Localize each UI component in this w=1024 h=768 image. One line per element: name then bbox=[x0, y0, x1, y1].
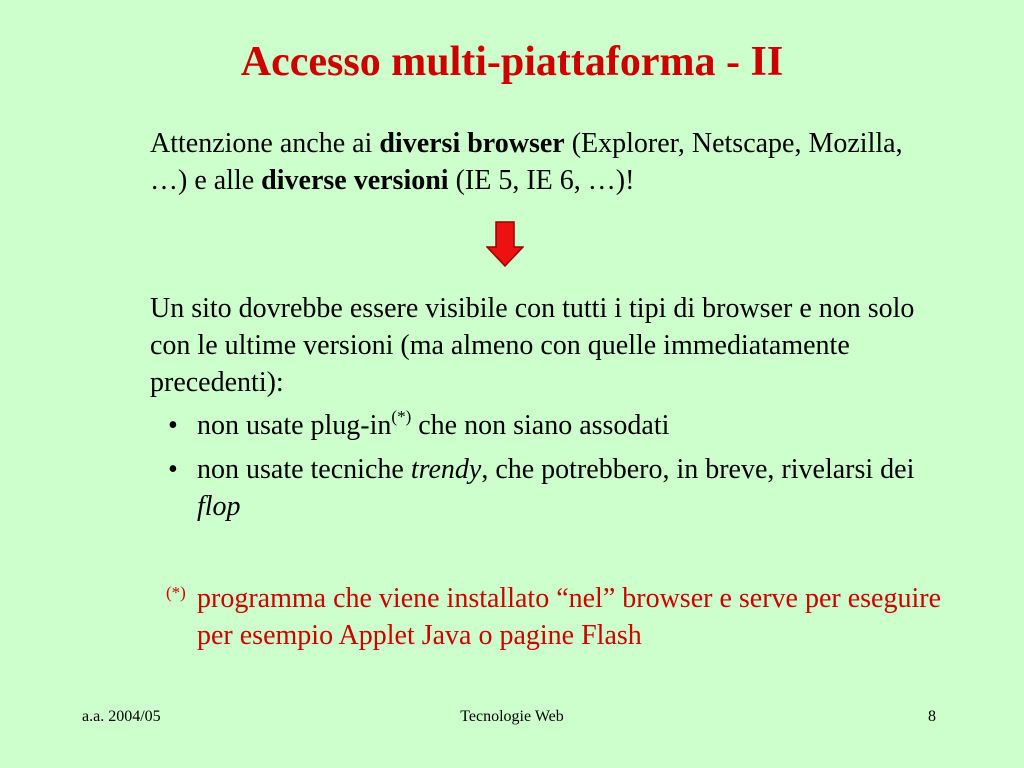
slide-title: Accesso multi-piattaforma - II bbox=[240, 39, 784, 85]
text-segment: non usate tecniche bbox=[197, 454, 411, 485]
footnote-reference: (*) bbox=[391, 406, 412, 426]
text-segment: Attenzione anche ai bbox=[150, 128, 380, 159]
text-segment: , che potrebbero, in breve, rivelarsi dei bbox=[481, 454, 915, 485]
footer-page-number: 8 bbox=[928, 708, 936, 725]
text-segment: (Explorer, Netscape, Mozilla, …) e alle bbox=[150, 128, 903, 196]
italic-term-trendy: trendy bbox=[410, 454, 482, 485]
list-item bbox=[150, 451, 950, 525]
down-arrow-icon bbox=[486, 221, 524, 267]
compatibility-paragraph: Un sito dovrebbe essere visibile con tutti i tipi di browser e non solo con le ultime versioni (ma almeno con quelle immediatamente precedenti): bbox=[150, 293, 915, 398]
bullet-dot: • bbox=[168, 410, 178, 441]
list-item bbox=[150, 407, 950, 444]
footnote bbox=[150, 580, 950, 654]
browser-warning-paragraph bbox=[150, 125, 920, 199]
footnote-text: programma che viene installato “nel” browser e serve per eseguire per esempio Applet Java o pagine Flash bbox=[197, 583, 941, 651]
recommendation-list bbox=[150, 407, 950, 532]
footer-course-name: Tecnologie Web bbox=[460, 708, 564, 725]
text-segment: non usate plug-in bbox=[197, 410, 392, 441]
footer-academic-year: a.a. 2004/05 bbox=[82, 708, 161, 725]
text-segment: che non siano assodati bbox=[411, 410, 670, 441]
italic-term-flop: flop bbox=[197, 491, 241, 522]
bullet-dot: • bbox=[168, 454, 178, 485]
emphasis-different-browsers: diversi browser bbox=[379, 128, 565, 159]
text-segment: (IE 5, IE 6, …)! bbox=[448, 165, 635, 196]
emphasis-different-versions: diverse versioni bbox=[261, 165, 449, 196]
footnote-mark: (*) bbox=[166, 583, 186, 602]
